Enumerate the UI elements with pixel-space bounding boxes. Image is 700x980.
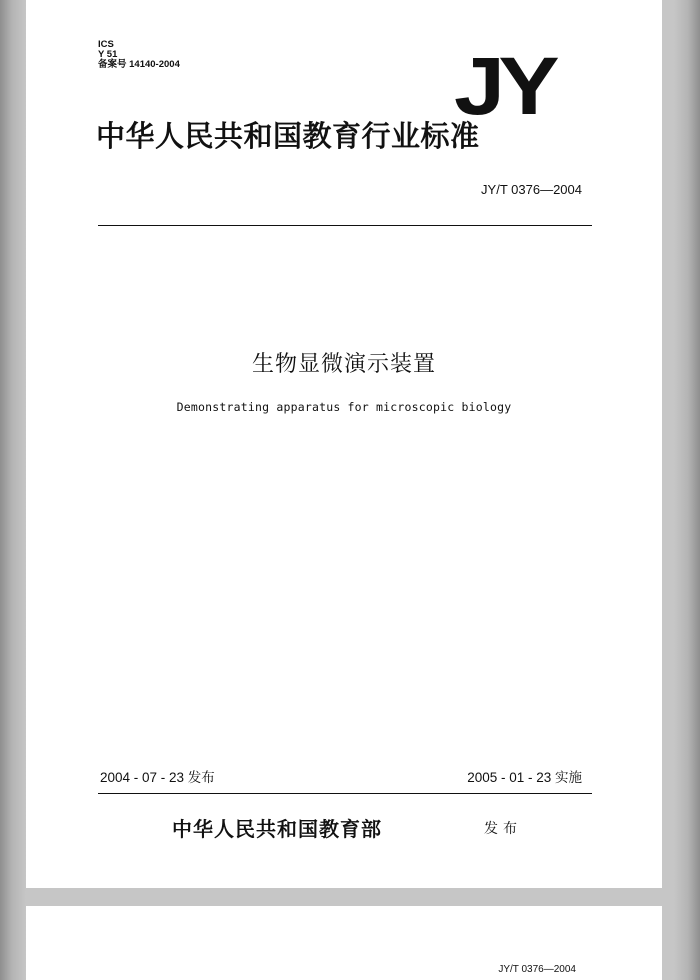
ics-label: ICS xyxy=(98,39,114,50)
record-number: 备案号 14140-2004 xyxy=(98,59,180,70)
footer-divider xyxy=(98,793,592,794)
issue-date: 2004 - 07 - 23 发布 xyxy=(100,770,215,785)
document-title-english: Demonstrating apparatus for microscopic biology xyxy=(176,400,512,414)
document-page-2 xyxy=(26,906,662,980)
standard-number: JY/T 0376—2004 xyxy=(481,182,582,197)
issuing-verb: 发布 xyxy=(484,821,522,837)
issuing-authority: 中华人民共和国教育部 xyxy=(172,817,382,841)
document-page-cover xyxy=(26,0,662,888)
header-divider xyxy=(98,225,592,226)
page-header-number: JY/T 0376—2004 xyxy=(498,964,576,975)
implementation-date: 2005 - 01 - 23 实施 xyxy=(467,770,582,785)
classification-block xyxy=(98,40,180,70)
jy-logo: JY xyxy=(454,41,553,132)
document-title-chinese: 生物显微演示装置 xyxy=(251,352,436,377)
ccs-code: Y 51 xyxy=(98,49,118,60)
standard-title: 中华人民共和国教育行业标准 xyxy=(96,119,480,153)
